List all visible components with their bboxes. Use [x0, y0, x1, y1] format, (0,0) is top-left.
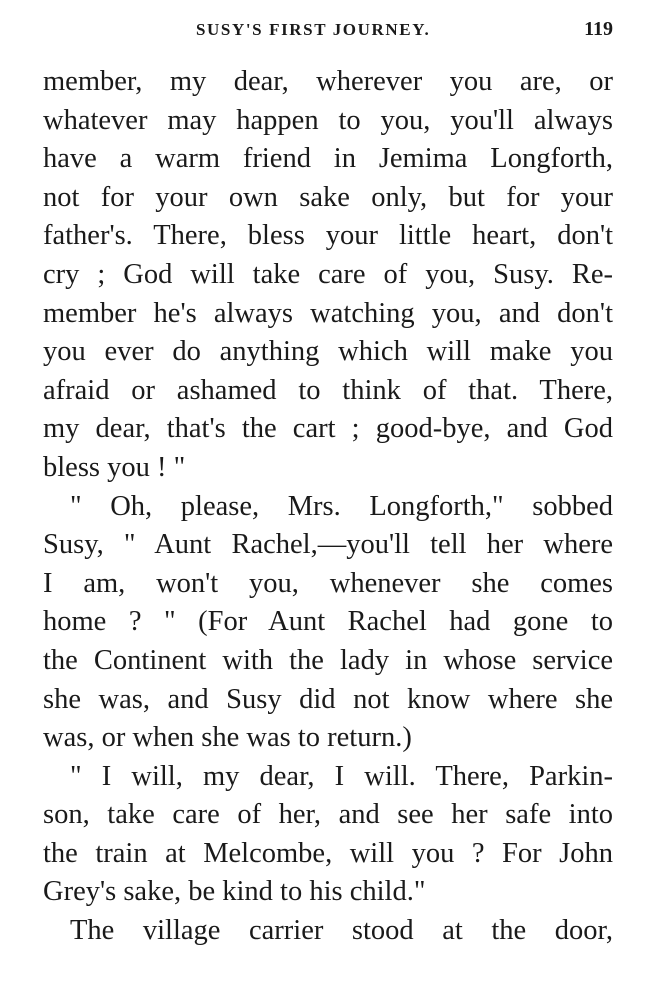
running-header — [0, 18, 667, 48]
text-line: " I will, my dear, I will. There, Parkin- — [70, 760, 613, 792]
text-line: Grey's sake, be kind to his child." — [43, 876, 426, 908]
page-body-text — [43, 63, 613, 951]
text-line: not for your own sake only, but for your — [43, 181, 613, 213]
text-line: she was, and Susy did not know where she — [43, 683, 613, 715]
text-line: I am, won't you, whenever she comes — [43, 567, 613, 599]
page-number: 119 — [584, 18, 613, 40]
text-line: you ever do anything which will make you — [43, 336, 613, 368]
text-line: afraid or ashamed to think of that. There, — [43, 374, 613, 406]
text-line: member, my dear, wherever you are, or — [43, 66, 613, 97]
text-line: cry ; God will take care of you, Susy. Re- — [43, 258, 613, 290]
text-line: the Continent with the lady in whose service — [43, 644, 613, 676]
text-line: Susy, " Aunt Rachel,—you'll tell her where — [43, 529, 613, 561]
text-line: son, take care of her, and see her safe into — [43, 799, 613, 831]
text-line: have a warm friend in Jemima Longforth, — [43, 143, 613, 175]
text-line: was, or when she was to return.) — [43, 722, 412, 754]
text-line: bless you ! " — [43, 451, 186, 483]
text-line: the train at Melcombe, will you ? For John — [43, 837, 613, 869]
text-line: father's. There, bless your little heart, don't — [43, 220, 613, 252]
text-line: home ? " (For Aunt Rachel had gone to — [43, 606, 613, 638]
text-line: " Oh, please, Mrs. Longforth," sobbed — [70, 490, 613, 522]
running-title: SUSY'S FIRST JOURNEY. — [196, 20, 431, 39]
text-line: member he's always watching you, and don't — [43, 297, 613, 329]
text-line: my dear, that's the cart ; good-bye, and God — [43, 413, 613, 445]
text-line: whatever may happen to you, you'll always — [43, 104, 613, 136]
text-line: The village carrier stood at the door, — [70, 915, 613, 947]
